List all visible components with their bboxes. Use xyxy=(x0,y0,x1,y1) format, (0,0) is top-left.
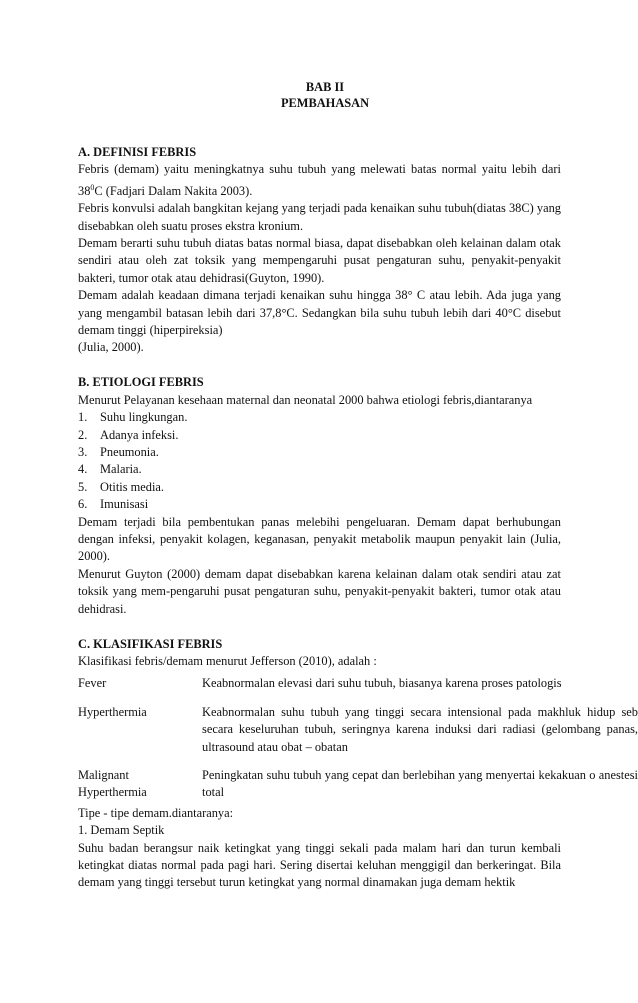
type-heading: 1. Demam Septik xyxy=(78,823,165,838)
list-item xyxy=(78,479,561,496)
paragraph: Menurut Pelayanan kesehaan maternal dan neonatal 2000 bahwa etiologi febris,diantaranya xyxy=(78,392,533,407)
chapter-subtitle: PEMBAHASAN xyxy=(280,96,370,110)
paragraph: Klasifikasi febris/demam menurut Jefferson (2010), adalah : xyxy=(78,653,377,668)
list-text: Imunisasi xyxy=(100,497,149,512)
list-number: 2. xyxy=(78,427,88,442)
list-text: Malaria. xyxy=(100,462,142,477)
list-item xyxy=(78,427,561,444)
paragraph: Demam adalah keadaan dimana terjadi kenaikan suhu hingga 38° C atau lebih. Ada juga yang yang mengambil batasan lebih dari 37,8°C. Sedangkan bila suhu tubuh lebih dari 40°C disebut demam tinggi (hiperpireksia) xyxy=(78,288,561,338)
paragraph: Febris konvulsi adalah bangkitan kejang yang terjadi pada kenaikan suhu tubuh(diatas 38C) yang disebabkan oleh suatu proses ekstra kronium. xyxy=(78,201,561,233)
superscript: 0 xyxy=(90,182,95,192)
paragraph: (Julia, 2000). xyxy=(78,340,144,355)
section-etiologi xyxy=(78,374,561,618)
paragraph: Tipe - tipe demam.diantaranya: xyxy=(78,805,234,820)
paragraph: Demam berarti suhu tubuh diatas batas normal biasa, dapat disebabkan oleh kelainan dalam otak sendiri atau oleh zat toksik yang mempengaruhi pusat pengaturan suhu, penyakit-penyakit bakteri, tumor otak atau dehidrasi(Guyton, 1990). xyxy=(78,236,561,285)
section-klasifikasi xyxy=(78,636,638,892)
term-line: Malignant xyxy=(78,768,129,782)
table-row xyxy=(78,675,638,703)
paragraph: Demam terjadi bila pembentukan panas melebihi pengeluaran. Demam dapat berhubungan dengan infeksi, penyakit kolagen, keganasan, penyakit metabolik maupun penyakit lain (Julia, 2000). xyxy=(78,514,561,564)
paragraph: Menurut Guyton (2000) demam dapat disebabkan karena kelainan dalam otak sendiri atau zat toksik yang mem-pengaruhi pusat pengaturan suhu, penyakit-penyakit bakteri, tumor otak atau dehidrasi. xyxy=(78,566,561,616)
table-desc: Keabnormalan suhu tubuh yang tinggi secara intensional pada makhluk hidup seb secara keseluruhan tubuh, seringnya karena induksi dari radiasi (gelombang panas, ultrasound atau obat – obatan xyxy=(202,704,638,754)
document-body xyxy=(78,144,638,892)
term-line: Hyperthermia xyxy=(78,785,147,800)
list-item xyxy=(78,444,561,461)
table-term: Hyperthermia xyxy=(78,704,147,719)
list-item xyxy=(78,461,561,478)
chapter-title: BAB II xyxy=(305,80,345,94)
section-heading: B. ETIOLOGI FEBRIS xyxy=(78,375,204,390)
classification-table xyxy=(78,675,638,801)
section-heading: C. KLASIFIKASI FEBRIS xyxy=(78,636,223,651)
table-term xyxy=(78,767,202,802)
list-number: 1. xyxy=(78,410,88,425)
list-number: 5. xyxy=(78,479,88,494)
list-text: Pneumonia. xyxy=(100,445,159,459)
list-item xyxy=(78,409,561,426)
etiology-list xyxy=(78,409,561,513)
text-run: Febris (demam) yaitu meningkatnya suhu tubuh yang melewati batas normal yaitu lebih dari 38 xyxy=(78,162,561,198)
list-number: 3. xyxy=(78,445,88,459)
paragraph: Suhu badan berangsur naik ketingkat yang tinggi sekali pada malam hari dan turun kembali ketingkat diatas normal pada pagi hari. Sering disertai keluhan menggigil dan berkeringat. Bila demam yang tinggi tersebut turun ketingkat yang normal dinamakan juga demam hektik xyxy=(78,840,561,890)
table-row xyxy=(78,767,638,802)
paragraph xyxy=(78,161,561,200)
list-text: Suhu lingkungan. xyxy=(100,410,188,425)
list-item xyxy=(78,496,561,513)
section-definisi xyxy=(78,144,561,357)
list-text: Otitis media. xyxy=(100,479,165,494)
section-heading: A. DEFINISI FEBRIS xyxy=(78,145,197,159)
list-text: Adanya infeksi. xyxy=(100,427,179,442)
text-run: C (Fadjari Dalam Nakita 2003). xyxy=(94,183,253,198)
list-number: 4. xyxy=(78,462,88,477)
table-desc: Peningkatan suhu tubuh yang cepat dan berlebihan yang menyertai kekakuan o anestesi total xyxy=(202,768,638,800)
table-desc: Keabnormalan elevasi dari suhu tubuh, biasanya karena proses patologis xyxy=(202,676,562,691)
table-row xyxy=(78,704,638,767)
table-term: Fever xyxy=(78,676,107,691)
list-number: 6. xyxy=(78,497,88,512)
